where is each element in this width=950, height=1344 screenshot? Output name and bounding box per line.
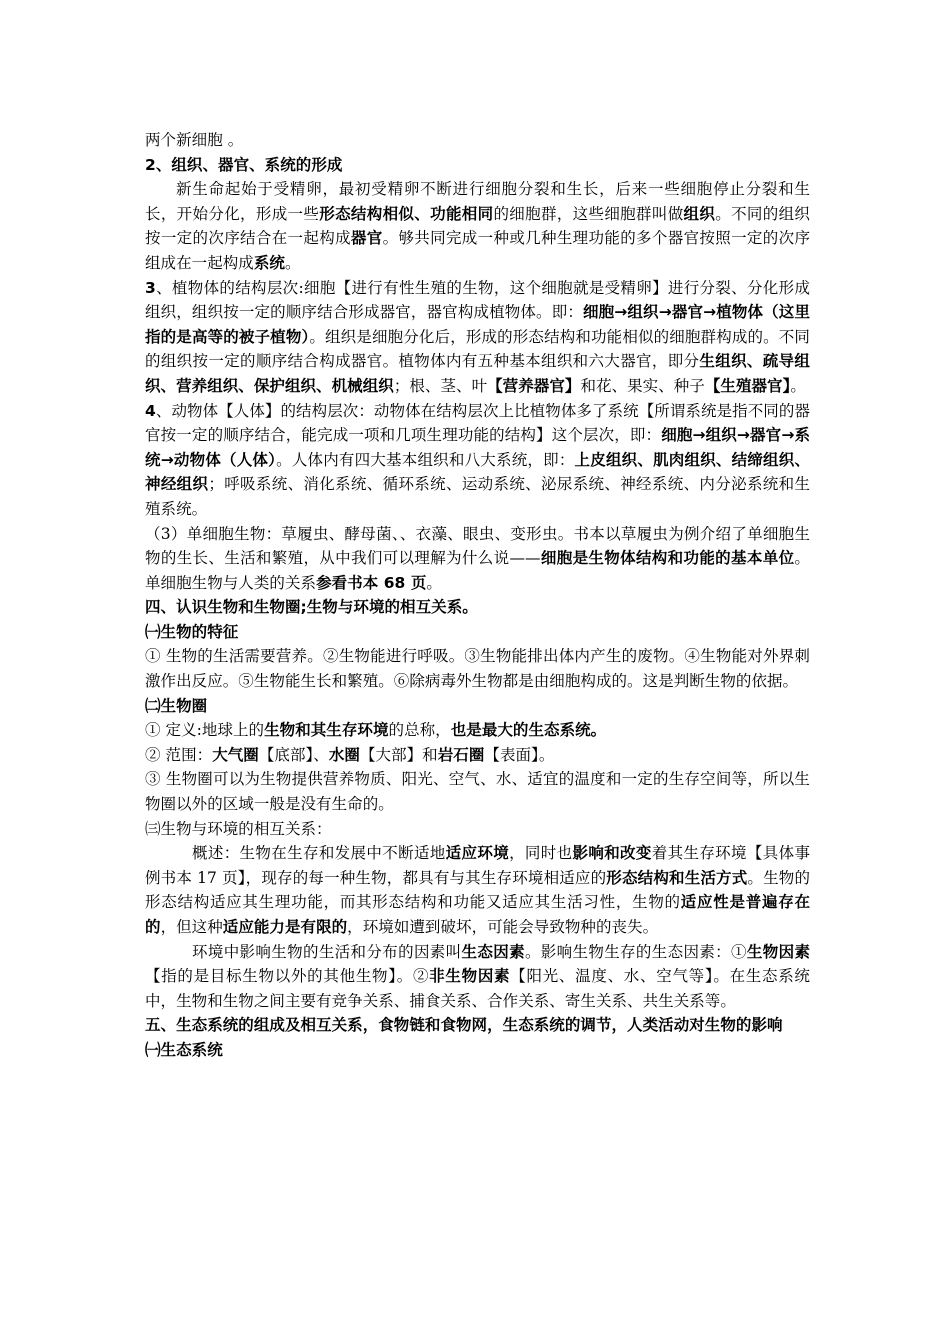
paragraph-p17 [145,1013,810,1038]
paragraph-p13 [145,767,810,816]
text-run: 。够共同完成一种或几种生理功能的多个器官按照一定的次序组成在一起构成 [145,229,810,272]
paragraph-p1 [145,128,810,153]
text-run: 。不同的组织按一定的次序结合在一起构成 [145,204,810,248]
text-run: ① 生物的生活需要营养。②生物能进行呼吸。③生物能排出体内产生的废物。④生物能对外界刺激作出反应。⑤生物能生长和繁殖。⑥除病毒外生物都是由细胞构成的。这是判断生物的依据。 [145,647,810,691]
text-run: 着其生存环境【具体事例书本 17 页】，现存的每一种生物，都具有与其生存环境相适应的 [145,844,810,887]
text-run: ① 定义:地球上的 [145,721,265,740]
bold-text-run: 形态结构和生活方式 [606,868,748,887]
bold-text-run: 【生殖器官】 [704,376,791,395]
text-run: 五、生态系统的组成及相互关系，食物链和食物网，生态系统的调节，人类活动对生物的影响 [145,1016,783,1035]
text-run: 。生物的形态结构适应其生理功能，而其形态结构和功能又适应其生活习性，生物的 [145,868,810,912]
text-run: 的总称， [388,721,451,740]
bold-text-run: 器官 [350,229,383,248]
text-run: 新生命起始于受精卵，最初受精卵不断进行细胞分裂和生长，后来一些细胞停止分裂和生长，开始分化，形成一些 [145,180,810,223]
text-run: ㈠生物的特征 [145,622,239,641]
text-run: ③ 生物圈可以为生物提供营养物质、阳光、空气、水、适宜的温度和一定的生存空间等，所以生物圈以外的区域一般是没有生命的。 [145,770,810,814]
paragraph-p14 [145,817,810,842]
bold-text-run: 生物和其生存环境 [264,721,389,740]
bold-text-run: 适应环境 [445,844,510,863]
text-run: ；呼吸系统、消化系统、循环系统、运动系统、泌尿系统、神经系统、内分泌系统和生殖系统。 [145,475,811,518]
text-run: ，同时也 [509,844,573,863]
bold-text-run: 细胞→组织→器官→系统→动物体（人体） [145,426,810,469]
paragraph-p8 [145,620,810,645]
bold-text-run: 生组织、疏导组织、营养组织、保护组织、机械组织 [145,352,810,395]
bold-text-run: 细胞→组织→器官→植物体（这里指的是高等的被子植物） [145,303,811,346]
document-page [145,128,810,1063]
paragraph-p2 [145,153,810,178]
bold-text-run: 生物因素 [746,942,811,961]
bold-text-run: 细胞是生物体结构和功能的基本单位 [540,549,795,568]
bold-text-run: 也是最大的生态系统。 [450,721,607,740]
paragraph-p11 [145,718,810,743]
bold-text-run: 岩石圈 [437,745,485,764]
text-run: 的细胞群，这些细胞群叫做 [493,204,684,223]
bold-text-run: 大气圈 [212,745,259,764]
bold-text-run: 非生物因素 [429,967,511,986]
text-run: ，环境如遭到破坏，可能会导致物种的丧失。 [347,918,659,936]
text-run: ㈠生态系统 [145,1040,223,1059]
bold-text-run: 组织 [683,204,716,223]
text-run: （3）单细胞生物：草履虫、酵母菌、、衣藻、眼虫、变形虫。书本以草履虫为例介绍了单细胞生物的生长、生活和繁殖，从中我们可以理解为什么说—— [145,524,810,568]
text-run: 【大部】和 [359,745,438,764]
text-run: ㈢生物与环境的相互关系： [145,819,332,838]
paragraph-p12 [145,743,810,768]
bold-text-run: 4 [145,401,156,420]
bold-text-run: 【营养器官】 [487,376,581,395]
bold-text-run: 适应性是普遍存在的 [145,893,810,936]
text-run: ，但这种 [160,918,223,936]
text-run: ；根、茎、叶 [393,376,488,395]
paragraph-p7 [145,595,810,620]
text-run: 。组织是细胞分化后，形成的形态结构和功能相似的细胞群构成的。不同的组织按一定的顺序结合构成器官。植物体内有五种基本组织和六大器官，即分 [145,327,810,371]
bold-text-run: 系统 [253,253,285,272]
bold-text-run: 生态因素 [461,942,525,961]
bold-text-run: 上皮组织、肌肉组织、结缔组织、神经组织 [145,450,810,494]
text-run: 。人体内有四大基本组织和八大系统，即： [276,450,575,469]
text-run: 2、组织、器官、系统的形成 [145,155,343,174]
paragraph-p9 [145,644,810,693]
text-run: 【底部】、 [258,745,329,764]
text-run: ㈡生物圈 [145,696,208,715]
text-run: 。单细胞生物与人类的关系 [145,549,810,592]
text-run: 。 [284,253,301,272]
paragraph-p16 [145,940,810,1014]
paragraph-p18 [145,1038,810,1063]
paragraph-p6 [145,522,810,596]
paragraph-p10 [145,694,810,719]
text-run: 【阳光、温度、水、空气等】。在生态系统中，生物和生物之间主要有竞争关系、捕食关系、合作关系、寄生关系、共生关系等。 [145,967,810,1010]
text-run: 两个新细胞 。 [145,131,244,149]
text-run: 、植物体的结构层次:细胞【进行有性生殖的生物，这个细胞就是受精卵】进行分裂、分化形成组织，组织按一定的顺序结合形成器官，器官构成植物体。即： [145,278,810,322]
bold-text-run: 参看书本 68 页 [316,573,427,592]
text-run: 概述：生物在生存和发展中不断适地 [192,844,446,863]
paragraph-p4 [145,276,810,399]
bold-text-run: 形态结构相似、功能相同 [319,204,494,223]
text-run: 环境中影响生物的生活和分布的因素叫 [192,942,462,961]
text-run: 【指的是目标生物以外的其他生物】。② [145,967,430,986]
text-run: 四、认识生物和生物圈;生物与环境的相互关系。 [145,598,478,617]
paragraph-p15 [145,841,810,939]
text-run: 。 [426,573,442,592]
text-run: 和花、果实、种子 [580,376,705,395]
bold-text-run: 3 [145,278,156,297]
bold-text-run: 水圈 [328,745,360,764]
paragraph-p5 [145,399,810,522]
text-run: 【表面】。 [484,745,555,764]
text-run: ② 范围： [145,745,213,764]
text-run: 。影响生物生存的生态因素：① [524,942,747,961]
paragraph-p3 [145,177,810,275]
text-run: 、动物体【人体】的结构层次：动物体在结构层次上比植物体多了系统【所谓系统是指不同的器官按一定的顺序结合，能完成一项和几项生理功能的结构】这个层次，即： [145,401,810,445]
bold-text-run: 影响和改变 [572,844,652,863]
bold-text-run: 适应能力是有限的 [222,918,348,936]
text-run: 。 [790,376,806,395]
